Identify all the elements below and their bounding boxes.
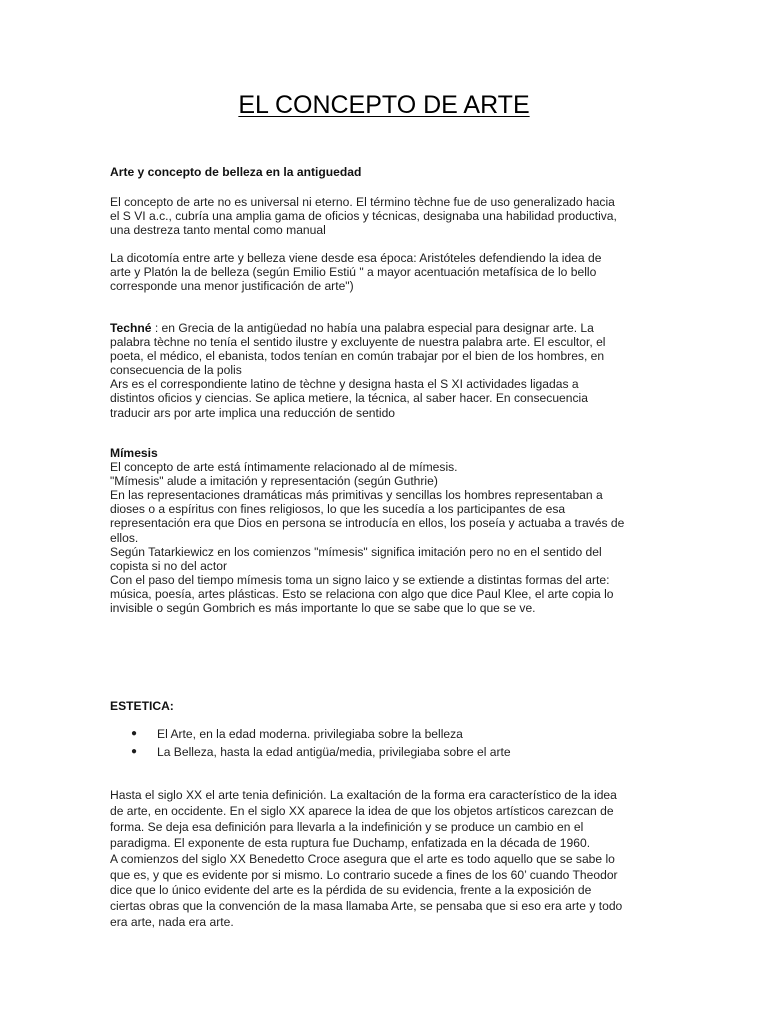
text-line: El concepto de arte no es universal ni eterno. El término tèchne fue de uso generalizado hacia	[110, 195, 615, 209]
document-title: EL CONCEPTO DE ARTE	[238, 91, 530, 119]
text-line: música, poesía, artes plásticas. Esto se relaciona con algo que dice Paul Klee, el arte copia lo	[110, 586, 614, 601]
text-line: La dicotomía entre arte y belleza viene desde esa época: Aristóteles defendiendo la idea de	[110, 251, 602, 265]
text-line: corresponde una menor justificación de arte")	[110, 279, 354, 294]
text-line: dioses o a espíritus con fines religiosos, lo que les sucedía a los participantes de esa	[110, 502, 566, 517]
text-line: palabra tèchne no tenía el sentido ilustre y excluyente de nuestra palabra arte. El escultor, el	[110, 335, 606, 350]
paragraph-estetica	[110, 788, 662, 931]
text-line: Según Tatarkiewicz en los comienzos "mímesis" significa imitación pero no en el sentido del	[110, 544, 602, 559]
text-line: poeta, el médico, el ebanista, todos tenían en común trabajar por el bien de los hombres, en	[110, 349, 605, 364]
text-line: "Mímesis" alude a imitación y representación (según Guthrie)	[110, 474, 438, 489]
text-line: que es, y que es evidente por si mismo. Lo contrario sucede a fines de los 60’ cuando Theodor	[110, 867, 618, 882]
text-line: Hasta el siglo XX el arte tenia definición. La exaltación de la forma era característico de la idea	[110, 788, 617, 802]
text-line: arte y Platón la de belleza (según Emilio Estiú " a mayor acentuación metafísica de lo bello	[110, 265, 597, 280]
text-line: representación era que Dios en persona se introducía en ellos, los poseía y actuaba a través de	[110, 516, 625, 531]
estetica-bullet-list	[110, 725, 662, 761]
text-line: dice que lo único evidente del arte es la pérdida de su evidencia, frente a la exposición de	[110, 883, 592, 898]
text-line: era arte, nada era arte.	[110, 915, 234, 930]
text-line: ciertas obras que la convención de la masa llamaba Arte, se pensaba que si eso era arte y todo	[110, 899, 623, 914]
section-heading-belleza: Arte y concepto de belleza en la antiguedad	[110, 165, 362, 179]
section-heading-estetica: ESTETICA:	[110, 699, 174, 713]
text-line: A comienzos del siglo XX Benedetto Croce asegura que el arte es todo aquello que se sabe lo	[110, 851, 615, 866]
list-item	[110, 725, 662, 743]
text-line: copista si no del actor	[110, 558, 227, 573]
text-line: Ars es el correspondiente latino de tèchne y designa hasta el S XI actividades ligadas a	[110, 377, 579, 392]
paragraph-belleza-1	[110, 195, 662, 237]
paragraph-mimesis	[110, 446, 662, 615]
text-line: el S VI a.c., cubría una amplia gama de oficios y técnicas, designaba una habilidad productiva,	[110, 209, 617, 224]
bullet-icon: ●	[131, 746, 138, 757]
bullet-text: El Arte, en la edad moderna. privilegiaba sobre la belleza	[157, 727, 463, 741]
bullet-text: La Belleza, hasta la edad antigüa/media, privilegiaba sobre el arte	[157, 745, 511, 759]
techne-term: Techné	[110, 321, 152, 335]
paragraph-techne	[110, 321, 662, 420]
text-line: forma. Se deja esa definición para llevarla a la indefinición y se produce un cambio en el	[110, 819, 584, 834]
bullet-icon: ●	[131, 728, 138, 739]
text-line: distintos oficios y ciencias. Se aplica metiere, la técnica, al saber hacer. En consecuencia	[110, 391, 588, 406]
text-line: paradigma. El exponente de esta ruptura fue Duchamp, enfatizada en la década de 1960.	[110, 835, 591, 850]
paragraph-belleza-2	[110, 251, 662, 293]
text-line: En las representaciones dramáticas más primitivas y sencillas los hombres representaban a	[110, 488, 603, 503]
text-line: traducir ars por arte implica una reducción de sentido	[110, 405, 396, 420]
text-line: invisible o según Gombrich es más importante lo que se sabe que lo que se ve.	[110, 601, 536, 616]
text-line: de arte, en occidente. En el siglo XX aparece la idea de que los objetos artísticos carezcan de	[110, 803, 614, 818]
techne-definition-start: : en Grecia de la antigüedad no había una palabra especial para designar arte. La	[151, 321, 594, 335]
text-line: una destreza tanto mental como manual	[110, 223, 326, 238]
text-line: El concepto de arte está íntimamente relacionado al de mímesis.	[110, 460, 458, 475]
section-heading-mimesis: Mímesis	[110, 446, 158, 460]
list-item	[110, 743, 662, 761]
text-line: Con el paso del tiempo mímesis toma un signo laico y se extiende a distintas formas del arte:	[110, 572, 610, 587]
text-line: consecuencia de la polis	[110, 363, 242, 378]
text-line	[110, 321, 662, 335]
text-line: ellos.	[110, 530, 139, 545]
